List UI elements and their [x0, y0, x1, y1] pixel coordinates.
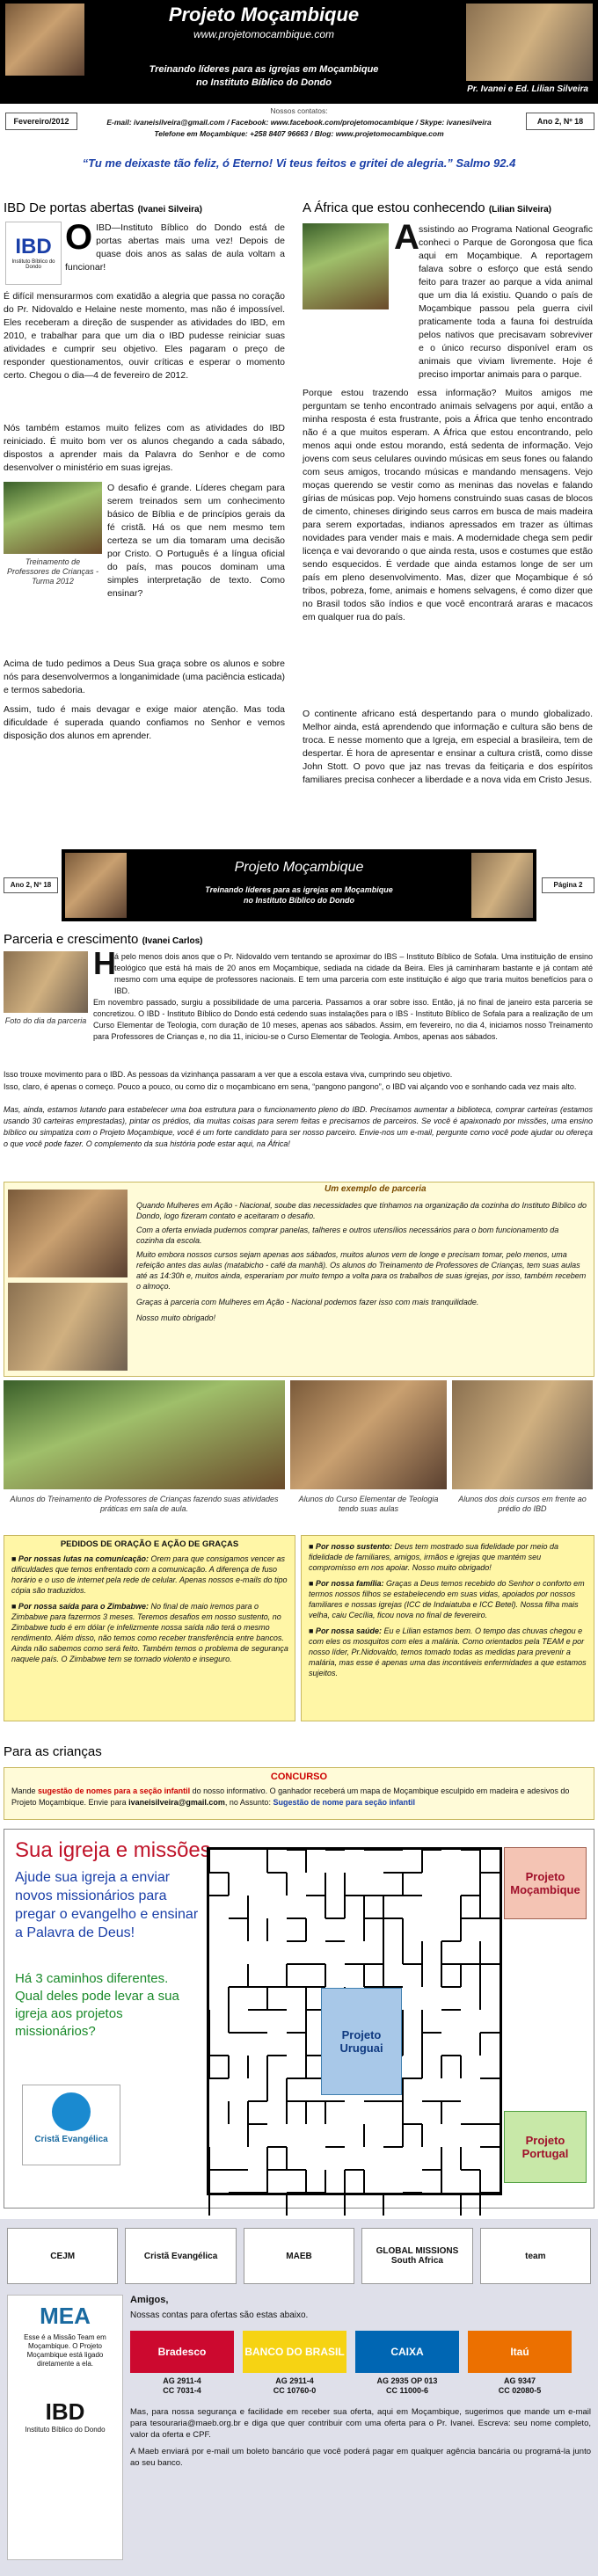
donation-note-1: Mas, para nossa segurança e facilidade em receber sua oferta, aqui em Moçambique, sugerimos que mande um e-mail para tesouraria@maeb.org.br e diga que quer contribuir com uma oferta para o Pr. Ivanei. Escreva: seu nome completo, valor da oferta e CPF.	[130, 2407, 591, 2440]
target-uruguay[interactable]: Projeto Uruguai	[321, 1988, 402, 2095]
partner-logo[interactable]: MAEB	[244, 2228, 354, 2284]
prayer-box-left	[4, 1535, 295, 1721]
maze-title: Sua igreja e missões	[15, 1838, 211, 1862]
bank-card	[243, 2331, 346, 2396]
africa-article-p3: O continente africano está despertando para o mundo globalizado. Melhor ainda, está aprendendo que informação e cultura são bens de troca. E nesse momento que a Igreja, em especial a brasileira, tem de despertar. É hora de apresentar e ensinar a cultura cristã, como disse John Stott. O povo que jaz nas trevas da feitiçaria e dos espíritos familiares precisa conhecer a liberdade e a nova vida em Cristo Jesus.	[303, 709, 593, 785]
contacts-block: Nossos contatos: E-mail: ivaneisilveira@gmail.com / Facebook: www.facebook.com/projetomocambique / Skype: ivanesilveira Telefone em Moçambique: +258 8407 96663 / Blog: www.projetomocambique.com	[106, 106, 492, 138]
bank-account: CC 7031-4	[163, 2386, 201, 2395]
footer	[0, 2219, 598, 2576]
parceria-p1: á pelo menos dois anos que o Pr. Nidovaldo vem tentando se aproximar do IBS – Instituto Bíblico de Sofala. Uma instituição de ensino teológico que está há mais de 20 anos em Moçambique, sediada na cidade da Beira. Eles já caminharam bastante e já contam até mesmo com uma equipe de professores nacionais. E tem uma parceria com este instituição é algo que traria muitos benefícios para o IBD.	[114, 952, 593, 995]
date-badge: Fevereiro/2012	[5, 113, 77, 130]
mea-caption: Esse é a Missão Team em Moçambique. O Projeto Moçambique está ligado diretamente a ela.	[24, 2333, 106, 2368]
bank-agency: AG 2911-4	[275, 2376, 314, 2385]
parceria-title: Parceria e crescimento (Ivanei Carlos)	[4, 932, 203, 947]
parceria-p2: Em novembro passado, surgiu a possibilidade de uma parceria. Passamos a orar sobre isso. Então, já no final de janeiro esta parceria se concretizou. O IBD - Instituto Bíblico do Dondo está cedendo suas instalações para o IBS - Instituto Bíblico de Sofala para a realização de um Curso Elementar de Teologia, com duração de 10 meses, apenas aos sábados. Assim, em fevereiro, no dia 4, iniciamos nosso Treinamento para Professores de Crianças e, no dia 11, iniciou-se o Curso Elementar de Teologia. Ambos, apenas aos sábados.	[93, 998, 593, 1041]
partner-logo[interactable]: team	[480, 2228, 591, 2284]
bank-account: CC 11000-6	[385, 2386, 429, 2395]
prayer-item: ■ Por nossa saúde: Eu e Lilian estamos bem. O tempo das chuvas chegou e com eles os mosquitos com eles a malária. Como orientados pela TEAM e por nosso líder, Pr.Nidovaldo, temos tomado todas as medidas para prevenir a malária, mas esse é apenas uma das incontáveis enfermidades a que estamos sujeitos.	[309, 1626, 587, 1677]
contest-box	[4, 1767, 594, 1820]
teachers-photo-caption: Treinamento de Professores de Crianças - Turma 2012	[6, 557, 99, 586]
maze-game-card	[4, 1829, 594, 2209]
gorongosa-photo	[303, 223, 389, 309]
children-teachers-class-photo	[4, 1380, 285, 1489]
prayer-item: ■ Por nossas lutas na comunicação: Orem para que consigamos vencer as dificuldades que temos enfrentado com a comunicação. A diferença de fuso horário e o uso de internet pela rede de celular. Apenas nossos e-mails do tipo cópia são traduzidos.	[11, 1554, 288, 1595]
africa-article-p2: Porque estou trazendo essa informação? Muitos amigos me perguntam se tenho encontrado animais selvagens por aqui, então a minha resposta é esta frustrante, pois a África que tenho encontrado não é a que muitos esperam. A África que estou encontrando, pelo menos aqui onde estou morando, está sedenta de informação. Vejo jovens com seus celulares ouvindo músicas em seus fones ou falando com seus amigos, trocando músicas e mandando mensagens. Vejo moças querendo se vestir como as meninas das novelas e falando gírias de músicas pop. Vejo homens construindo suas casas de blocos de cimento, chineses dirigindo seus carros em busca de mais madeira para serem exportadas, indianos apressados em trazer as últimas novidades para vender mais e mais. A modernidade chega sem pedir licença e vai devorando o que ainda resta, usos e costumes que estão sendo esquecidos. É verdade que ainda estamos longe de ser um país em pleno desenvolvimento. Mas, dizer que Moçambique é só tribos, pobreza, fome, animais e homens selvagens, é como dizer que no Brasil todos são índios e que você encontrará araras e macacos em qualquer rua do país.	[303, 388, 593, 622]
bank-agency: AG 2911-4	[163, 2376, 201, 2385]
africa-article-title: A África que estou conhecendo (Lilian Silveira)	[303, 200, 551, 215]
caption-theology: Alunos do Curso Elementar de Teologia tendo suas aulas	[298, 1495, 439, 1513]
mea-block	[7, 2295, 123, 2560]
parceria-dropcap: H	[93, 945, 116, 981]
donation-note-2: A Maeb enviará por e-mail um boleto bancário que você poderá pagar em qualquer agência bancária ou programá-la junto ao seu banco.	[130, 2447, 591, 2468]
students-building-photo	[452, 1380, 593, 1489]
bank-card	[130, 2331, 234, 2396]
contest-text: Mande sugestão de nomes para a seção infantil do nosso informativo. O ganhador receberá um mapa de Moçambique esculpido em madeira e adesivos do Projeto Moçambique. Envie para ivaneisilveira@gmail.com, no Assunto: Sugestão de nome para seção infantil	[11, 1786, 570, 1807]
partnership-photo	[4, 951, 88, 1013]
prayer-box-right	[301, 1535, 594, 1721]
bank-card	[355, 2331, 459, 2396]
kitchen-photo-1	[8, 1190, 128, 1277]
target-mozambique[interactable]: Projeto Moçambique	[504, 1847, 587, 1919]
page2-title: Projeto Moçambique	[234, 860, 364, 875]
bank-logo: CAIXA	[355, 2331, 459, 2373]
ibd-article-title: IBD De portas abertas (Ivanei Silveira)	[4, 200, 202, 215]
church-icon	[52, 2092, 91, 2131]
maze-blue-text: Ajude sua igreja a enviar novos missionários para pregar o evangelho e ensinar a Palavra de Deus!	[15, 1870, 199, 1940]
page2-issue-badge: Ano 2, Nº 18	[4, 877, 58, 893]
prayer-list-right	[309, 1541, 588, 1684]
prayer-list-left	[11, 1554, 289, 1670]
ibd-footer-logo: IBD	[45, 2398, 85, 2425]
prayer-item: ■ Por nosso sustento: Deus tem mostrado sua fidelidade por meio da fidelidade de familiares, amigos, irmãos e igrejas que mantém seu compromisso em nos apoiar. Nosso muito obrigado!	[309, 1542, 559, 1572]
partnership-photo-caption: Foto do dia da parceria	[4, 1016, 87, 1025]
kids-section-title: Para as crianças	[4, 1744, 102, 1759]
africa-article-p1-cont	[303, 327, 593, 328]
parceria-p4: Isso, claro, é apenas o começo. Pouco a pouco, ou como diz o moçambicano em sena, “pangono pangono”, o IBD vai alçando voo e sonhando cada vez mais alto.	[4, 1082, 577, 1091]
bank-row	[130, 2331, 591, 2396]
bank-agency: AG 2935 OP 013	[376, 2376, 438, 2385]
bank-agency: AG 9347	[503, 2376, 536, 2385]
missionaries-caption: Pr. Ivanei e Ed. Lilian Silveira	[467, 84, 588, 94]
parceria-example-text: Quando Mulheres em Ação - Nacional, soube das necessidades que tínhamos na organização da cozinha do Instituto Bíblico do Dondo, logo fizeram contato e aceitaram o desafio. Com a oferta enviada pudemos comprar panelas, talheres e outros utensílios necessários para o bom funcionamento da cozinha da escola. Muito embora nossos cursos sejam apenas aos sábados, muitos alunos vem de longe e precisam tomar, pelo menos, uma refeição antes das aulas (matabicho - café da manhã). Os alunos do Treinamento de Professores de Crianças, tem suas aulas até as 14:30h e, muitos ainda, esperariam por muito tempo a volta para os trabalhos de suas igrejas, por isso, também recebem o almoço. Graças à parceria com Mulheres em Ação - Nacional podemos fazer isso com mais tranquilidade. Nosso muito obrigado!	[136, 1201, 587, 1322]
parceria-p5: Mas, ainda, estamos lutando para estabelecer uma boa estrutura para o funcionamento pleno do IBD. Precisamos aumentar a biblioteca, comprar carteiras (estamos usando 30 carteiras emprestadas), pintar os prédios, dia muitas coisas para serem feitas e precisamos de parceiros. Se você é apaixonado por missões, uma ensino bíblico ou simpatiza com o Projeto Moçambique, você é um forte candidato para ser nosso parceiro. Envie-nos um e-mail, pergunte como você pode ajudar ou ofereça o que você pode fazer. O complemento da sua história pode estar aqui, na África!	[4, 1105, 593, 1148]
parceria-example-heading: Um exemplo de parceria	[325, 1184, 427, 1194]
masthead	[0, 0, 598, 104]
partner-logos	[7, 2228, 591, 2284]
bank-card	[468, 2331, 572, 2396]
ibd-article-p2: É difícil mensurarmos com exatidão a alegria que passa no coração do Pr. Nidovaldo e Helaine neste momento, mas não é impossível. Eles receberam a direção de suspender as atividades do IBD, em 2010, e trabalhar para que um dia o IBD pudesse reiniciar suas atividades e cumprir seu objetivo. Eles pagaram o preço de responder questionamentos, ouvir críticas e esperar o momento certo. Chegou o dia—4 de fevereiro de 2012.	[4, 291, 285, 381]
partner-logo[interactable]: GLOBAL MISSIONS South Africa	[361, 2228, 472, 2284]
ibd-article-p4: O desafio é grande. Líderes chegam para serem treinados sem um conhecimento básico de Bíblia e de princípios gerais da fé cristã. Há os que nem mesmo tem certeza se um dia tomaram uma decisão por Cristo. O Português é a língua oficial do país, mas poucos dominam uma simples interpretação de texto. Como ensinar?	[107, 483, 285, 599]
issue-badge: Ano 2, Nº 18	[526, 113, 594, 130]
missionaries-photo	[466, 4, 593, 81]
prayer-item: ■ Por nossa saída para o Zimbabwe: No final de maio iremos para o Zimbabwe para fazermos 3 meses. Teremos desafios em nosso sustento, no Zimbabwe tudo é em dólar (e infelizmente nossa saída não terá o mesmo rendimento. Além disso, não temos como receber transferência entre bancos. Ainda não sabemos como será feito. Também temos o problema de segurança naquele país. O Zimbabwe tem se tornado violento e inseguro.	[11, 1602, 288, 1663]
bank-account: CC 02080-5	[498, 2386, 542, 2395]
contest-title: CONCURSO	[270, 1772, 328, 1782]
contacts-line-phone[interactable]: Telefone em Moçambique: +258 8407 96663 / Blog: www.projetomocambique.com	[154, 129, 444, 138]
kitchen-photo-2	[8, 1283, 128, 1371]
friends-heading: Amigos,	[130, 2295, 169, 2305]
bank-logo: BANCO DO BRASIL	[243, 2331, 346, 2373]
page2-left-photo	[65, 853, 127, 918]
teachers-photo	[4, 482, 102, 554]
prayer-heading: PEDIDOS DE ORAÇÃO E AÇÃO DE GRAÇAS	[60, 1539, 239, 1549]
parceria-p3: Isso trouxe movimento para o IBD. As pessoas da vizinhança passaram a ver que a escola estava viva, cumprindo seu objetivo.	[4, 1070, 453, 1079]
bank-logo: Bradesco	[130, 2331, 234, 2373]
africa-article-p1: ssistindo ao Programa National Geografic conheci o Parque de Gorongosa que fica aqui em Moçambique. A reportagem falava sobre o esforço que está sendo feito para trazer ao parque a vida animal que um dia lá existiu. Quando o país de Moçambique passou pela guerra civil praticamente toda a fauna foi destruída pelos nativos que precisavam sobreviver e o único recurso disponível eram os animais que viviam livremente. Hoje é preciso importar animais para o parque.	[419, 224, 593, 380]
bank-account: CC 10760-0	[273, 2386, 317, 2395]
ibd-article-intro: OIBD—Instituto Bíblico do Dondo está de portas abertas mais uma vez! Depois de quase dois anos as salas de aula voltam a funcionar!	[65, 218, 285, 273]
ibd-footer-caption: Instituto Bíblico do Dondo	[25, 2426, 106, 2434]
africa-dropcap: A	[394, 218, 419, 257]
page2-right-photo	[471, 853, 533, 918]
bank-logo: Itaú	[468, 2331, 572, 2373]
prayer-item: ■ Por nossa família: Graças a Deus temos recebido do Senhor o conforto em termos nossos filhos se estabelecendo em suas vidas, apoiados por nossos familiares e nossas igrejas (ICC de Indaiatuba e ICC Betel). Nossa filha mais velha, caiu Cecília, ficou nova no final de fevereiro.	[309, 1579, 585, 1619]
caption-children-teachers: Alunos do Treinamento de Professores de Crianças fazendo suas atividades práticas em sala de aula.	[10, 1495, 279, 1513]
target-portugal[interactable]: Projeto Portugal	[504, 2111, 587, 2183]
donation-block	[130, 2295, 591, 2469]
ibd-article-p6: Assim, tudo é mais devagar e exige maior atenção. Mas toda dificuldade é superada quando confiamos no Senhor e vemos disposição dos alunos em aprender.	[4, 704, 285, 741]
partner-logo[interactable]: Cristã Evangélica	[125, 2228, 236, 2284]
caption-building: Alunos dos dois cursos em frente ao prédio do IBD	[458, 1495, 587, 1513]
ibd-article-p3: Nós também estamos muito felizes com as atividades do IBD reiniciado. É muito bom ver os alunos chegando a cada sábado, dispostos a aprender mais da Palavra do Senhor e de como desenvolver o ministério em suas igrejas.	[4, 423, 285, 473]
masthead-url[interactable]: www.projetomocambique.com	[193, 28, 335, 40]
theology-class-photo	[290, 1380, 447, 1489]
mozambique-photo	[5, 4, 84, 76]
partner-logo[interactable]: CEJM	[7, 2228, 118, 2284]
page2-page-badge: Página 2	[542, 877, 594, 893]
masthead-title: Projeto Moçambique	[168, 4, 360, 25]
maze-start-church[interactable]: Cristã Evangélica	[22, 2085, 120, 2165]
mea-logo: MEA	[40, 2303, 91, 2329]
page2-subtitle: Treinando líderes para as igrejas em Moçambique no Instituto Bíblico do Dondo	[205, 885, 393, 905]
contest-email-link[interactable]: ivaneisilveira@gmail.com	[128, 1798, 225, 1807]
maze-green-text: Há 3 caminhos diferentes. Qual deles pode levar a sua igreja aos projetos missionários?	[15, 1971, 179, 2039]
masthead-subtitle: Treinando líderes para as igrejas em Moçambique no Instituto Bíblico do Dondo	[149, 64, 379, 88]
ibd-article-p5: Acima de tudo pedimos a Deus Sua graça sobre os alunos e sobre nós para desenvolvermos a longanimidade (uma paciência esticada) e termos sabedoria.	[4, 659, 285, 695]
ibd-logo: IBD Instituto Bíblico do Dondo	[5, 222, 62, 285]
accounts-intro: Nossas contas para ofertas são estas abaixo.	[130, 2310, 309, 2320]
parceria-example-box	[4, 1182, 594, 1377]
contacts-line-email[interactable]: E-mail: ivaneisilveira@gmail.com / Facebook: www.facebook.com/projetomocambique / Skype: ivanesilveira	[106, 118, 492, 127]
bible-quote: “Tu me deixaste tão feliz, ó Eterno! Vi teus feitos e gritei de alegria.” Salmo 92.4	[82, 156, 516, 170]
page2-banner	[62, 849, 536, 921]
